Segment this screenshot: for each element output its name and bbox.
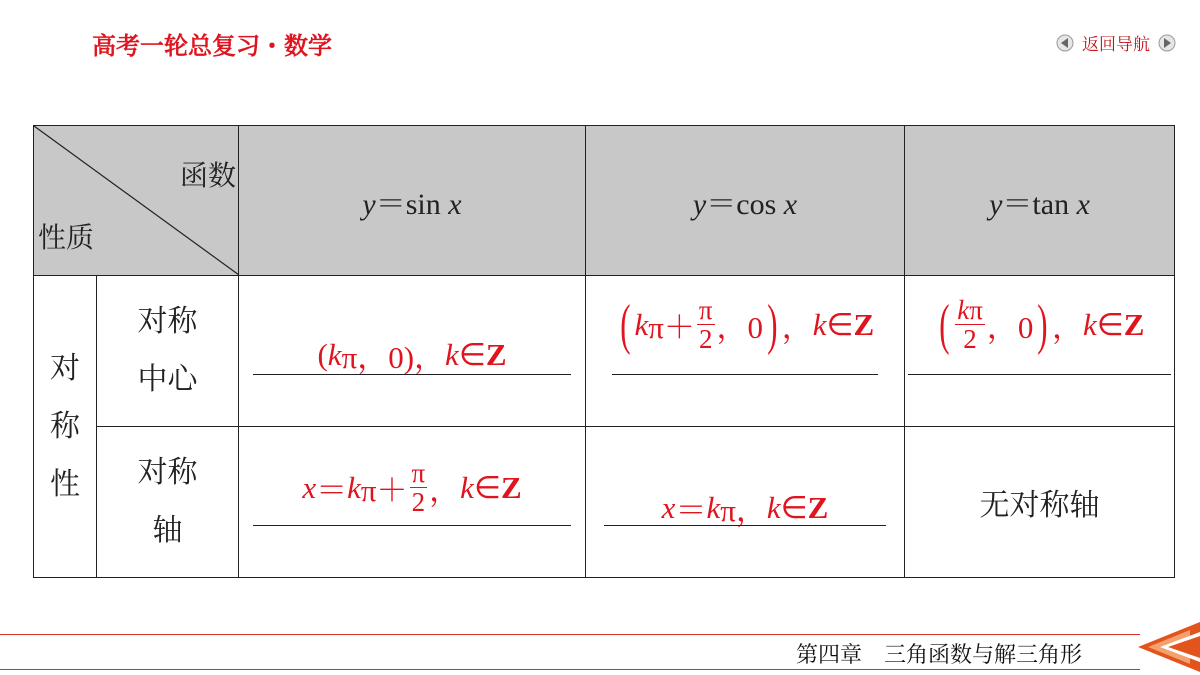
answer-underline [253,525,571,526]
tan-axis-cell [905,427,1175,578]
sin-center-answer: ( k π，0)， k ∈ Z [317,336,507,375]
table-header-row [34,126,1175,276]
row-group-char-3: 性 [50,466,80,502]
back-navigation-label[interactable]: 返回导航 [1082,35,1150,55]
footer-divider [0,634,1140,635]
back-navigation-button[interactable] [1054,30,1178,55]
row-label-center-line1: 对称 [137,304,198,339]
chapter-title: 第四章 三角函数与解三角形 [796,643,1083,668]
cos-center-cell [586,276,905,427]
row-label-axis [97,427,239,578]
table-row-axis [34,427,1175,578]
sin-axis-cell [239,427,586,578]
column-header-cos [586,126,905,276]
row-group-char-1: 对 [50,350,80,386]
column-header-cos-text: y＝cos x [692,187,798,221]
answer-underline [253,374,571,375]
tan-center-answer: ( $\frac{k\pi}{2}$ ，0 ) ， k ∈ Z [938,293,1145,356]
corner-cell [34,126,239,276]
column-header-sin [239,126,586,276]
corner-label-function: 函数 [179,159,236,192]
corner-label-property: 性质 [38,221,95,254]
tan-axis-text: 无对称轴 [979,488,1100,523]
cos-center-answer: ( k π＋ $\frac{\pi}{2}$ ，0 ) ， k ∈ Z [620,293,875,356]
tan-center-cell [905,276,1175,427]
column-header-sin-text: y＝sin x [362,187,462,221]
row-group-symmetry [34,276,97,578]
course-title: 高考一轮总复习・数学 [92,32,332,60]
footer-divider [0,669,1140,670]
symmetry-table [33,125,1175,578]
sin-center-cell [239,276,586,427]
answer-underline [908,374,1171,375]
arrow-right-icon[interactable] [1156,34,1178,52]
row-label-center [97,276,239,427]
row-label-axis-line2: 轴 [152,513,183,548]
arrow-left-icon[interactable] [1054,34,1076,52]
column-header-tan-text: y＝tan x [989,187,1090,221]
column-header-tan [905,126,1175,276]
table-row-center [34,276,1175,427]
cos-axis-answer: x ＝ k π， k ∈ Z [661,489,829,528]
answer-underline [604,525,886,526]
row-group-char-2: 称 [50,408,80,444]
cos-axis-cell [586,427,905,578]
row-label-center-line2: 中心 [137,362,198,397]
answer-underline [612,374,878,375]
row-label-axis-line1: 对称 [137,455,198,490]
sin-axis-answer: x ＝ k π＋ $\frac{\pi}{2}$ ， k ∈ Z [302,458,522,517]
page-corner-icon[interactable] [1138,622,1200,672]
